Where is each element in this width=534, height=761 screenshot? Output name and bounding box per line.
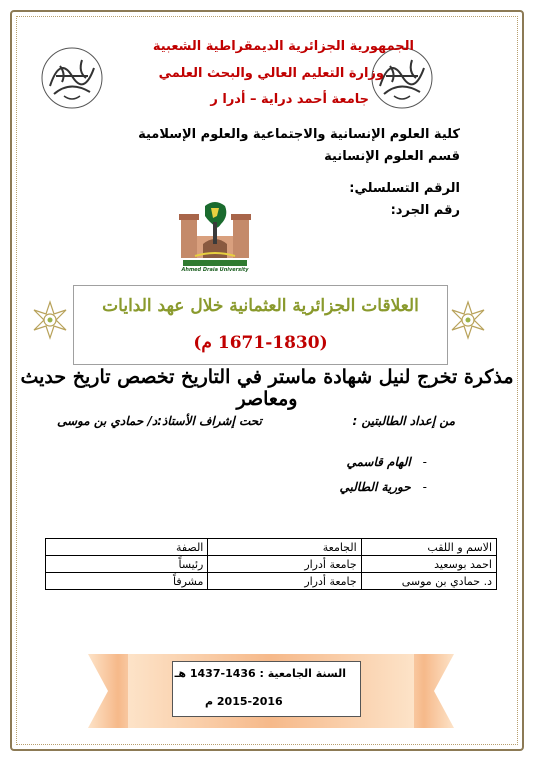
table-cell: جامعة أدرار — [208, 573, 361, 590]
calligraphy-emblem-left — [40, 46, 104, 110]
faculty-name: كلية العلوم الإنسانية والاجتماعية والعلوم الإسلامية — [138, 127, 460, 142]
thesis-statement: مذكرة تخرج لنيل شهادة ماستر في التاريخ تخصص تاريخ حديث ومعاصر — [20, 366, 514, 410]
table-header-cell: الجامعة — [208, 539, 361, 556]
supervisor-line: تحت إشراف الأستاذ:د/ حمادي بن موسى — [57, 414, 262, 428]
table-cell: د. حمادي بن موسى — [361, 573, 496, 590]
academic-year-hijri: السنة الجامعية : 1436-1437 هـ — [174, 667, 346, 680]
student-name: -حورية الطالبي — [339, 480, 427, 494]
department-name: قسم العلوم الإنسانية — [324, 149, 460, 164]
thesis-title: العلاقات الجزائرية العثمانية خلال عهد الدايات — [102, 296, 419, 316]
table-row — [46, 573, 497, 590]
inventory-number-label: رقم الجرد: — [390, 203, 460, 218]
university-name: جامعة أحمد دراية – أدرا ر — [210, 92, 369, 107]
table-header-row — [46, 539, 497, 556]
thesis-period: (1671-1830 م) — [193, 333, 328, 353]
prepared-by-label: من إعداد الطالبتين : — [352, 414, 455, 428]
student-name: -الهام قاسمي — [346, 455, 427, 469]
academic-year-gregorian: 2015-2016 م — [205, 695, 283, 708]
table-row — [46, 556, 497, 573]
table-cell: مشرفاً — [46, 573, 208, 590]
table-header-cell: الاسم و اللقب — [361, 539, 496, 556]
serial-number-label: الرقم التسلسلي: — [349, 181, 460, 196]
logo-caption: Ahmed Draia University — [181, 267, 249, 273]
ornament-left-icon — [30, 300, 70, 340]
republic-name: الجمهورية الجزائرية الديمقراطية الشعبية — [152, 39, 414, 54]
table-cell: رئيساً — [46, 556, 208, 573]
table-header-cell: الصفة — [46, 539, 208, 556]
jury-table — [45, 538, 497, 590]
table-cell: احمد بوسعيد — [361, 556, 496, 573]
ornament-right-icon — [448, 300, 488, 340]
ministry-name: وزارة التعليم العالي والبحث العلمي — [158, 66, 384, 81]
university-logo — [175, 196, 255, 274]
table-cell: جامعة أدرار — [208, 556, 361, 573]
